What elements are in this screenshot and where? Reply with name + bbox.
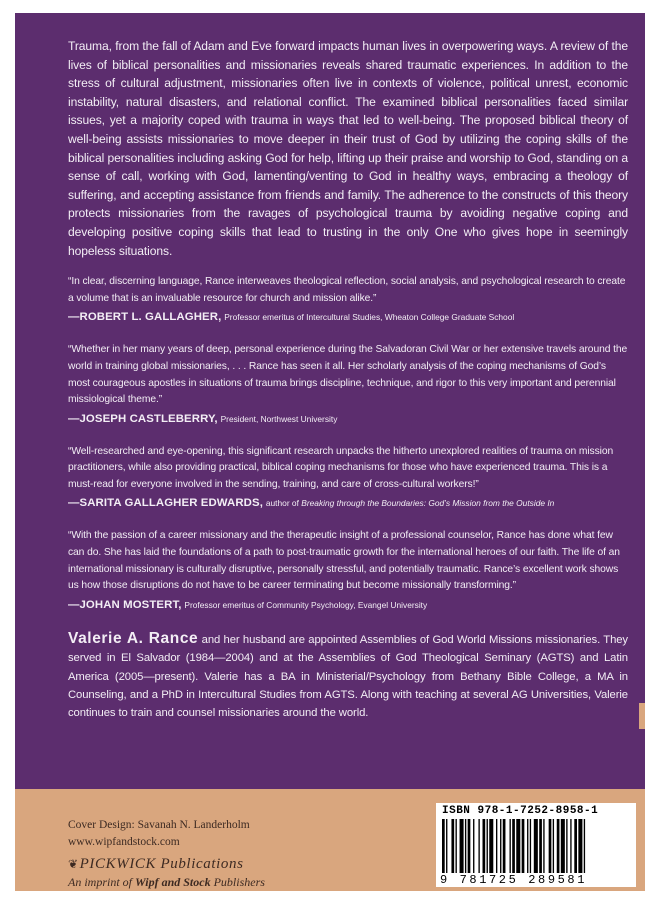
endorsement-quote: “With the passion of a career missionary and the therapeutic insight of a professional counselor, Rance has done what few can do. She has laid the foundations of a path to post-traumatic growth for the international heroes of our faith. The life of an international missionary is culturally disruptive, personally stressful, and potentially traumatic. Rance’s excellent work shows us how those disruptions do not have to be career terminating but become missionally transforming.” (68, 530, 620, 592)
endorsement-4 (68, 528, 628, 614)
imprint-prefix: An imprint of (68, 875, 136, 889)
endorsement-2 (68, 342, 628, 428)
endorsement-3 (68, 444, 628, 514)
endorsement-quote: “Whether in her many years of deep, personal experience during the Salvadoran Civil War or her extensive travels around the world in training global missionaries, . . . Rance has seen it all. Her scholarly analysis of the coping mechanisms of God’s most courageous apostles in situations of trauma brings discipline, technique, and rigor to this very important and perennial missiological theme.” (68, 344, 628, 406)
imprint-suffix: Publishers (210, 875, 265, 889)
endorser-role: Professor emeritus of Intercultural Studies, Wheaton College Graduate School (224, 312, 515, 323)
endorsement-quote: “Well-researched and eye-opening, this significant research unpacks the hitherto unexplored realities of trauma on mission practitioners, while also providing practical, biblical coping mechanisms for those who have experienced trauma. This is a must-read for everyone involved in the sending, training, and care of cross-cultural workers!” (68, 445, 614, 490)
endorsement-1 (68, 274, 628, 327)
endorser-book-title: Breaking through the Boundaries: God’s Mission from the Outside In (301, 498, 555, 509)
publisher-name-text: PICKWICK Publications (79, 856, 244, 872)
publisher-footer (15, 789, 645, 891)
author-bio (68, 630, 628, 723)
spine-edge-accent (639, 703, 645, 729)
endorser-role: President, Northwest University (220, 413, 338, 424)
book-description: Trauma, from the fall of Adam and Eve forward impacts human lives in overpowering ways. A review of the lives of biblical personalities and missionaries reveals shared traumatic experiences. In addition to the stress of cultural adjustment, missionaries often live in contexts of violence, political unrest, economic instability, natural disasters, and relational conflict. The examined biblical personalities faced similar issues, yet a majority coped with trauma in ways that led to well-being. The proposed biblical theory of well-being assists missionaries to move deeper in their trust of God by utilizing the coping skills of the biblical personalities including asking God for help, lifting up their praise and worship to God, standing on a sense of call, working with God, lamenting/venting to God in healthy ways, embracing a theology of suffering, and accepting assistance from friends and family. The adherence to the constructs of this theory protects missionaries from the ravages of psychological trauma by avoiding negative coping and developing positive coping skills that lead to trusting in the only One who gives hope in seemingly hopeless situations. (68, 39, 628, 258)
endorsement-attribution (68, 410, 628, 429)
ean-digits: 9 781725 289581 (440, 873, 588, 887)
cover-design-credit: Cover Design: Savanah N. Landerholm (68, 819, 250, 831)
back-cover (15, 13, 645, 891)
publisher-credits (68, 817, 265, 890)
endorsement-attribution (68, 308, 628, 327)
endorser-name: —JOSEPH CASTLEBERRY, (68, 412, 218, 425)
isbn-label: ISBN 978-1-7252-8958-1 (442, 805, 599, 817)
author-bio-text: and her husband are appointed Assemblies of God World Missions missionaries. They served in El Salvador (1984—2004) and at the Assemblies of God Theological Seminary (AGTS) and Latin America (2005—present). Valerie has a BA in Ministerial/Psychology from Bethany Bible College, a MA in Counseling, and a PhD in Intercultural Studies from AGTS. Along with teaching at several AG Universities, Valerie continues to train and counsel missionaries around the world. (68, 633, 628, 720)
publisher-name (68, 854, 265, 874)
endorsement-quote: “In clear, discerning language, Rance interweaves theological reflection, social analysis, and psychological research to create a volume that is an invaluable resource for church and mission alike.” (68, 276, 626, 304)
imprint-line (68, 874, 265, 890)
endorser-name: —SARITA GALLAGHER EDWARDS, (68, 497, 263, 510)
barcode-icon (440, 819, 630, 873)
endorser-name: —ROBERT L. GALLAGHER, (68, 311, 222, 324)
endorser-role: Professor emeritus of Community Psychology, Evangel University (184, 599, 428, 610)
endorser-role-prefix: author of (265, 498, 302, 509)
publisher-website: www.wipfandstock.com (68, 836, 180, 848)
endorser-role (266, 498, 555, 508)
cover-text-column (68, 37, 628, 723)
imprint-name: Wipf and Stock (135, 875, 211, 889)
barcode-panel (436, 803, 636, 887)
endorsement-attribution (68, 596, 628, 615)
endorsement-attribution (68, 494, 628, 513)
author-name: Valerie A. Rance (68, 629, 199, 647)
publisher-ornament-icon: ❦ (68, 857, 79, 871)
endorser-name: —JOHAN MOSTERT, (68, 598, 182, 611)
